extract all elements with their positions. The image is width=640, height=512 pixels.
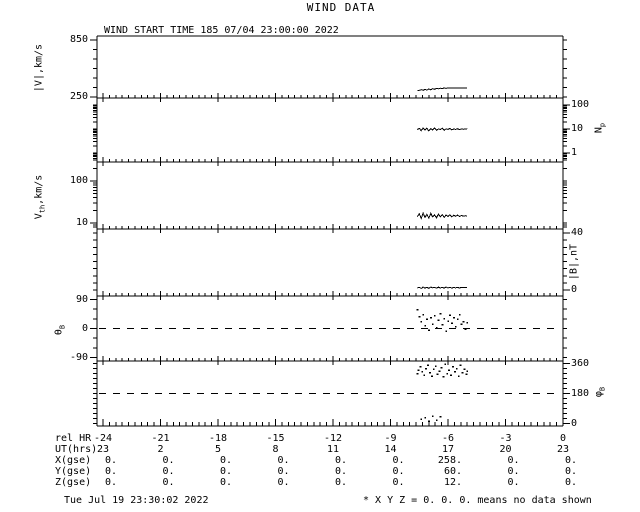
table-cell: 11	[326, 444, 340, 455]
table-cell: 20	[499, 444, 512, 455]
table-cell: 0.	[219, 455, 232, 466]
y-tick-label: 0	[571, 417, 578, 429]
table-cell: -21	[151, 433, 170, 444]
table-cell: 14	[384, 444, 397, 455]
table-cell: 0.	[162, 466, 175, 477]
axis-label-vmag-text: |V|	[33, 74, 45, 93]
table-cell: 0.	[507, 466, 520, 477]
table-cell: 23	[556, 444, 570, 455]
table-cell: 0.	[564, 455, 577, 466]
table-cell: 0.	[507, 455, 520, 466]
table-cell: 0.	[392, 466, 405, 477]
axis-label-phi-b: $\varphi_B$	[593, 386, 607, 398]
table-cell: 0	[559, 433, 567, 444]
table-cell: 0.	[162, 455, 175, 466]
axis-label-vth-text: V	[33, 213, 45, 220]
footer-note: * X Y Z = 0. 0. 0. means no data shown	[363, 495, 592, 506]
table-row-label-y-gse: Y(gse)	[55, 466, 92, 477]
y-tick-label: 100	[571, 99, 590, 110]
table-cell: -12	[323, 433, 343, 444]
table-row-label-x-gse: X(gse)	[55, 455, 92, 466]
table-cell: 2	[157, 444, 164, 455]
y-tick-label: 180	[571, 387, 590, 399]
footer-timestamp: Tue Jul 19 23:30:02 2022	[64, 495, 209, 506]
table-cell: -3	[499, 433, 512, 444]
y-tick-label: 0	[81, 322, 88, 334]
axis-label-bmag: |B|,nT	[568, 243, 580, 281]
axis-label-np: $N_p$	[593, 122, 607, 134]
table-cell: -6	[441, 433, 455, 444]
y-tick-label: 100	[69, 175, 88, 186]
table-cell: 0.	[564, 466, 577, 477]
axis-label-vth: $V_{th},km/s$	[33, 174, 47, 220]
table-cell: 0.	[104, 455, 117, 466]
axis-label-bmag-text: |B|	[568, 262, 580, 281]
y-tick-label: 250	[69, 91, 88, 102]
axis-label-vmag: |V|,km/s	[33, 43, 45, 93]
table-cell: 12.	[443, 477, 462, 488]
table-cell: 0.	[392, 477, 405, 488]
y-tick-label: 850	[69, 34, 88, 45]
table-cell: 0.	[507, 477, 520, 488]
table-cell: 0.	[219, 466, 232, 477]
table-cell: 0.	[104, 477, 117, 488]
y-tick-label: 10	[571, 123, 584, 134]
table-cell: -24	[93, 433, 113, 444]
axis-label-theta-b-text: θ	[53, 329, 65, 336]
table-cell: 0.	[277, 477, 290, 488]
table-cell: 0.	[277, 455, 290, 466]
table-cell: 258.	[437, 455, 462, 466]
table-cell: 0.	[334, 477, 347, 488]
table-cell: 17	[441, 444, 455, 455]
table-cell: 0.	[334, 455, 347, 466]
table-row-label-z-gse: Z(gse)	[55, 477, 92, 488]
axis-label-theta-b: $\theta_B$	[53, 324, 67, 336]
y-tick-label: -90	[69, 351, 88, 363]
table-cell: 0.	[334, 466, 347, 477]
table-cell: -9	[384, 433, 397, 444]
table-cell: 0.	[219, 477, 232, 488]
y-tick-label: 1	[571, 147, 578, 158]
table-cell: 0.	[392, 455, 405, 466]
table-cell: 60.	[443, 466, 462, 477]
y-tick-label: 90	[75, 293, 88, 305]
plot-subtitle: WIND START TIME 185 07/04 23:00:00 2022	[104, 25, 339, 36]
table-cell: 0.	[277, 466, 290, 477]
y-tick-label: 10	[75, 217, 88, 228]
table-cell: 0.	[564, 477, 577, 488]
plot-title: WIND DATA	[306, 1, 376, 14]
table-cell: -15	[266, 433, 285, 444]
y-tick-label: 40	[571, 227, 584, 238]
table-row-label-rel-hr: rel HR	[55, 433, 92, 444]
y-tick-label: 360	[571, 357, 590, 369]
axis-label-phi-b-text: φ	[593, 391, 605, 398]
y-tick-label: 0	[571, 284, 578, 295]
table-cell: 0.	[104, 466, 117, 477]
table-row-label-ut: UT(hrs)	[55, 444, 98, 455]
table-cell: -18	[208, 433, 228, 444]
table-cell: 23	[96, 444, 110, 455]
table-cell: 0.	[162, 477, 175, 488]
axis-label-np-text: N	[593, 127, 605, 134]
table-cell: 5	[214, 444, 222, 455]
table-cell: 8	[272, 444, 279, 455]
